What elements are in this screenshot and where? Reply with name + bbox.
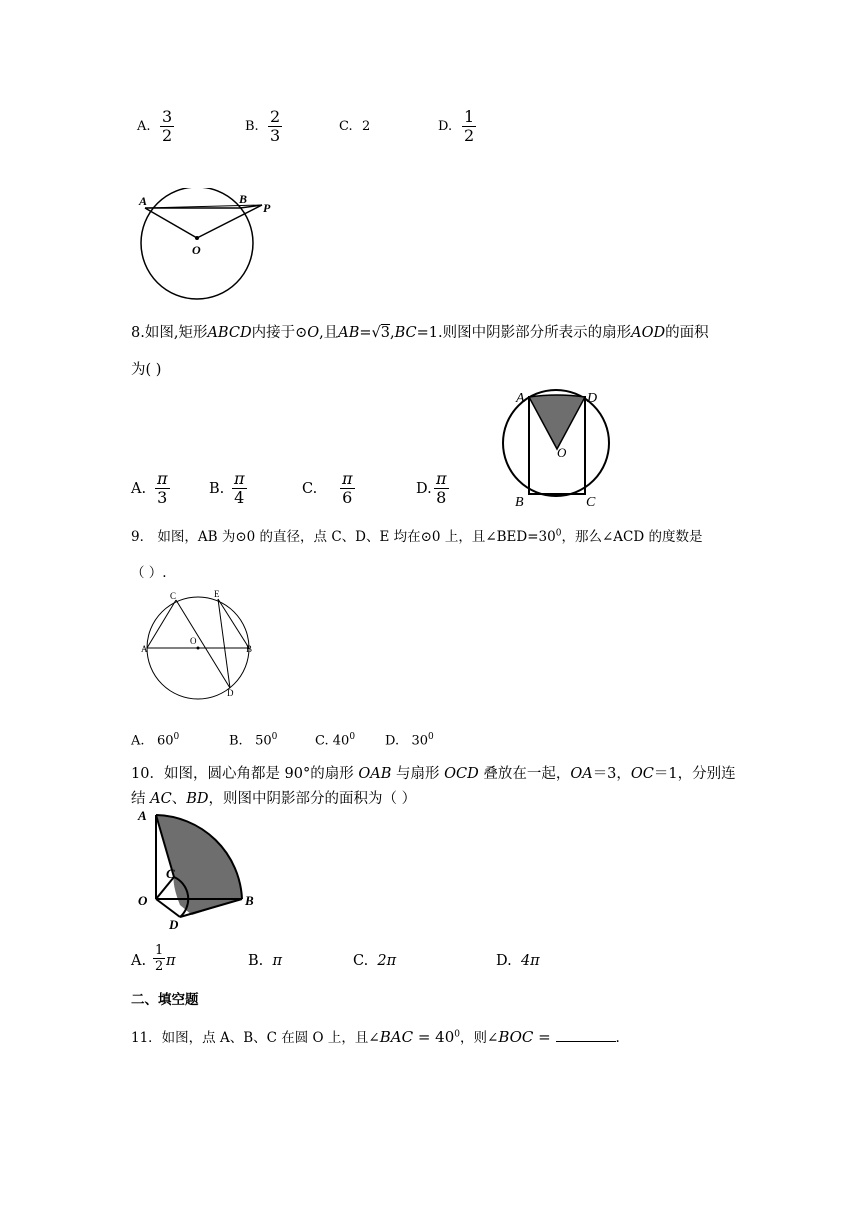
q7-option-c-value: 2 [362, 119, 371, 134]
q9-option-a [131, 732, 179, 748]
q8-label-a: A [516, 391, 525, 406]
q10-label-a: A [138, 808, 147, 823]
q9-option-c [315, 732, 355, 748]
q10-option-b-label: B. [248, 953, 264, 969]
q9-option-a-label: A. [131, 733, 145, 749]
q10-option-b-value: π [272, 953, 283, 969]
q10-text-8: ，则图中阴影部分的面积为（ ） [208, 791, 417, 807]
q8-option-b-den: 4 [234, 488, 245, 507]
q7-center-dot [195, 236, 199, 240]
q8-option-c-num: π [342, 469, 353, 488]
q10-label-c: C [166, 866, 175, 881]
q10-option-d-label: D. [496, 953, 512, 969]
q10-oa: OA [570, 766, 593, 782]
q10-oab: OAB [358, 766, 392, 782]
q9-option-b [229, 732, 277, 748]
q9-option-d-sup: 0 [428, 732, 434, 742]
q9-question-line2: （ ）. [131, 565, 167, 581]
q7-segment-ao [145, 208, 197, 238]
q7-option-b-label: B. [245, 119, 259, 134]
q8-ab: AB [338, 325, 360, 341]
q10-ac: AC [150, 791, 172, 807]
q8-o: O [307, 325, 320, 341]
q10-ocd: OCD [444, 766, 479, 782]
q11-end: . [615, 1030, 620, 1046]
q8-shaded-sector [529, 395, 585, 449]
q10-oc: OC [630, 766, 654, 782]
q10-option-c-label: C. [353, 953, 369, 969]
q11-text-1: 11．如图，点 A、B、C 在圆 O 上，且∠ [131, 1030, 380, 1046]
q9-option-c-label: C. [315, 733, 329, 749]
q10-label-b: B [245, 893, 254, 908]
q8-option-c-fraction [340, 470, 355, 507]
q8-option-c-den: 6 [342, 488, 353, 507]
q10-option-a-den: 2 [155, 959, 164, 974]
q8-text-6: 的面积 [665, 325, 709, 341]
q7-option-a-den: 2 [162, 126, 173, 145]
q10-option-a-pi: π [166, 953, 176, 969]
q8-label-o: O [557, 445, 567, 460]
q8-label-b: B [515, 495, 524, 510]
q11-bac: BAC [379, 1028, 414, 1046]
q10-text-2: 与扇形 [391, 766, 445, 782]
q9-option-d-label: D. [385, 733, 400, 749]
q8-text-3: ,且 [319, 325, 339, 341]
q11-text-3: ，则∠ [460, 1030, 499, 1046]
q8-option-a-label: A. [131, 481, 147, 497]
q10-text-4: ＝3， [592, 766, 631, 782]
q9-label-o: O [190, 636, 197, 646]
q10-option-d-value: 4π [520, 953, 540, 969]
q10-text-3: 叠放在一起， [478, 766, 571, 782]
q8-bc: BC [394, 325, 417, 341]
q10-option-a-fraction [153, 943, 165, 974]
q11-answer-blank[interactable] [556, 1041, 616, 1042]
q9-option-c-value: 40 [332, 733, 350, 749]
q8-figure [500, 385, 620, 511]
q7-option-c-label: C. [339, 119, 353, 134]
q9-segment-cd [176, 600, 230, 688]
q7-option-a-num: 3 [162, 107, 173, 126]
q8-option-c-label: C. [302, 481, 318, 497]
q7-figure [130, 188, 290, 300]
q10-option-c-value: 2π [377, 953, 397, 969]
q8-option-b-label: B. [209, 481, 225, 497]
q9-option-b-sup: 0 [271, 732, 278, 742]
q7-option-a-label: A. [137, 119, 151, 134]
q10-radius-od [156, 899, 180, 917]
q7-option-d-fraction [462, 108, 476, 145]
q8-sqrt: √3 [371, 325, 391, 341]
q9-text-a: 9． 如图，AB 为⊙0 的直径，点 C、D、E 均在⊙0 上，且∠BED=30 [131, 529, 556, 545]
q10-text-5: ＝1，分别连 [653, 766, 736, 782]
q10-figure [132, 805, 267, 935]
q9-label-c: C [170, 591, 177, 601]
q9-center-dot [197, 647, 200, 650]
q10-label-d: D [169, 917, 179, 932]
q8-question-line1 [131, 321, 709, 342]
q10-question-line1 [131, 762, 736, 783]
q7-option-d-num: 1 [464, 107, 475, 126]
q8-option-a-den: 3 [157, 488, 168, 507]
q8-label-c: C [586, 495, 596, 510]
q8-option-a-num: π [157, 469, 168, 488]
q10-label-o: O [138, 893, 148, 908]
q8-text-1: 如图,矩形 [144, 325, 208, 341]
q8-option-d-fraction [434, 470, 449, 507]
q9-text-b: ，那么∠ACD 的度数是 [561, 529, 703, 545]
q9-label-d: D [227, 688, 234, 698]
q8-aod: AOD [631, 325, 666, 341]
q10-option-d [496, 953, 540, 969]
q10-text-7: 、 [171, 791, 187, 807]
q11-question [131, 1026, 620, 1046]
q10-option-b [248, 953, 282, 969]
q8-option-a-fraction [155, 470, 170, 507]
q8-option-d-label: D. [416, 481, 432, 497]
q10-text-6: 结 [131, 791, 151, 807]
q8-abcd: ABCD [207, 325, 252, 341]
q8-option-d-den: 8 [436, 488, 447, 507]
q8-sqrt-arg: 3 [380, 325, 391, 341]
q8-eq: = [359, 325, 372, 341]
q7-label-b: B [239, 192, 248, 206]
q8-question-line2: 为( ) [131, 362, 162, 378]
q8-option-d-num: π [436, 469, 447, 488]
q9-option-a-sup: 0 [173, 732, 180, 742]
q9-option-b-value: 50 [255, 733, 272, 749]
q9-degree: 0 [555, 528, 562, 539]
q7-option-b-fraction [268, 108, 282, 145]
q9-label-a: A [141, 644, 148, 654]
q9-label-b: B [246, 644, 253, 654]
q7-option-d-label: D. [438, 119, 453, 134]
q7-option-b-num: 2 [270, 107, 281, 126]
q10-bd: BD [186, 791, 209, 807]
q9-question-line1 [131, 525, 702, 545]
section-title: 二、填空题 [131, 992, 199, 1008]
q9-option-d-value: 30 [411, 733, 429, 749]
q8-text-5: =1.则图中阴影部分所表示的扇形 [416, 325, 632, 341]
q7-label-p: P [263, 201, 271, 215]
q8-option-b-num: π [234, 469, 245, 488]
q7-option-b-den: 3 [270, 126, 281, 145]
q11-sup: 0 [454, 1029, 461, 1040]
q9-option-d [385, 732, 434, 748]
q9-option-a-value: 60 [156, 733, 174, 749]
q8-option-b-fraction [232, 470, 247, 507]
q10-option-c [353, 953, 396, 969]
q7-label-a: A [139, 194, 148, 208]
q9-label-e: E [214, 589, 220, 599]
q8-text-4: , [390, 325, 395, 341]
q9-option-c-sup: 0 [349, 732, 356, 742]
q10-text-1: 10．如图，圆心角都是 90°的扇形 [131, 766, 359, 782]
q9-segment-ed [218, 599, 230, 688]
q9-segment-ac [147, 600, 176, 648]
q7-option-d-den: 2 [464, 126, 475, 145]
q11-text-2: = 40 [413, 1028, 455, 1046]
q9-option-b-label: B. [229, 733, 243, 749]
q8-text-2: 内接于⊙ [251, 325, 308, 341]
q8-label-d: D [587, 391, 598, 406]
q9-segment-eb [218, 599, 249, 648]
q9-figure [140, 588, 260, 700]
q7-label-o: O [192, 243, 201, 257]
q10-option-a-label: A. [131, 953, 147, 969]
q7-option-a-fraction [160, 108, 174, 145]
q11-boc: BOC [498, 1028, 534, 1046]
q8-number: 8. [131, 325, 145, 341]
q11-text-4: = [533, 1028, 556, 1046]
q10-option-a-num: 1 [155, 943, 164, 958]
